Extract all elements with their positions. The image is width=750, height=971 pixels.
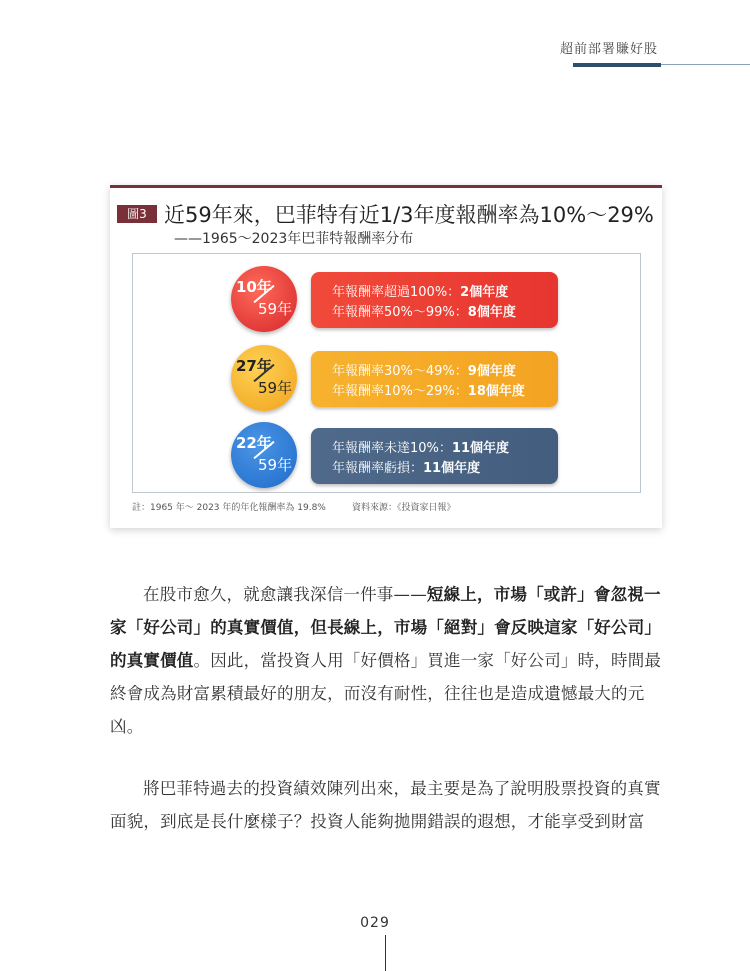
running-header: 超前部署賺好股: [559, 42, 658, 57]
figure-3: [110, 185, 662, 528]
body-text-emphasis: 短線上，市場「或許」會忽視一家「好公司」的真實價值，但長線上，市場「絕對」會反映這家「好公司」的真實價值: [110, 585, 662, 670]
header-rule-thin: [661, 64, 750, 65]
group-pill: [311, 351, 558, 407]
body-text-run: 。因此，當投資人用「好價格」買進一家「好公司」時，時間最終會成為財富累積最好的朋友，而沒有耐性，往往也是造成遺憾最大的元凶。: [110, 651, 662, 736]
group-badge: [231, 345, 297, 411]
header-rule-accent: [573, 63, 661, 67]
figure-note: 註：1965 年～ 2023 年的年化報酬率為 19.8%: [132, 503, 326, 513]
page-number-rule: [385, 935, 386, 971]
group-badge: [231, 266, 297, 332]
group-row-high: [231, 272, 640, 328]
figure-source: 資料來源：《投資家日報》: [352, 503, 456, 513]
group-row-mid: [231, 351, 640, 407]
figure-title: 近59年來，巴菲特有近1/3年度報酬率為10%～29%: [164, 203, 654, 227]
group-pill: [311, 272, 558, 328]
group-line: 年報酬率30%～49%：9個年度: [332, 364, 516, 379]
page-number: 029: [360, 915, 390, 931]
body-paragraph-2: 將巴菲特過去的投資績效陳列出來，最主要是為了說明股票投資的真實面貌，到底是長什麼樣子？投資人能夠拋開錯誤的遐想，才能享受到財富: [110, 779, 661, 831]
group-pill: [311, 428, 558, 484]
figure-top-bar: [110, 185, 662, 188]
group-row-low: [231, 428, 640, 484]
group-total: 59年: [258, 456, 293, 474]
group-badge: [231, 422, 297, 488]
header-rule: [573, 63, 750, 67]
group-count: 27年: [236, 357, 272, 375]
figure-label: 圖3: [117, 205, 157, 223]
body-paragraph-1: [110, 578, 665, 743]
group-line: 年報酬率超過100%：2個年度: [332, 285, 509, 300]
group-line: 年報酬率未達10%：11個年度: [332, 441, 509, 456]
group-count: 22年: [236, 434, 272, 452]
figure-subtitle: ——1965～2023年巴菲特報酬率分布: [174, 231, 414, 247]
group-line: 年報酬率虧損：11個年度: [332, 461, 481, 476]
figure-panel: [132, 253, 641, 493]
group-line: 年報酬率10%～29%：18個年度: [332, 384, 525, 399]
group-count: 10年: [236, 278, 272, 296]
group-total: 59年: [258, 300, 293, 318]
group-line: 年報酬率50%～99%：8個年度: [332, 305, 516, 320]
body-text-run: 在股市愈久，就愈讓我深信一件事——: [143, 585, 427, 604]
group-total: 59年: [258, 379, 293, 397]
